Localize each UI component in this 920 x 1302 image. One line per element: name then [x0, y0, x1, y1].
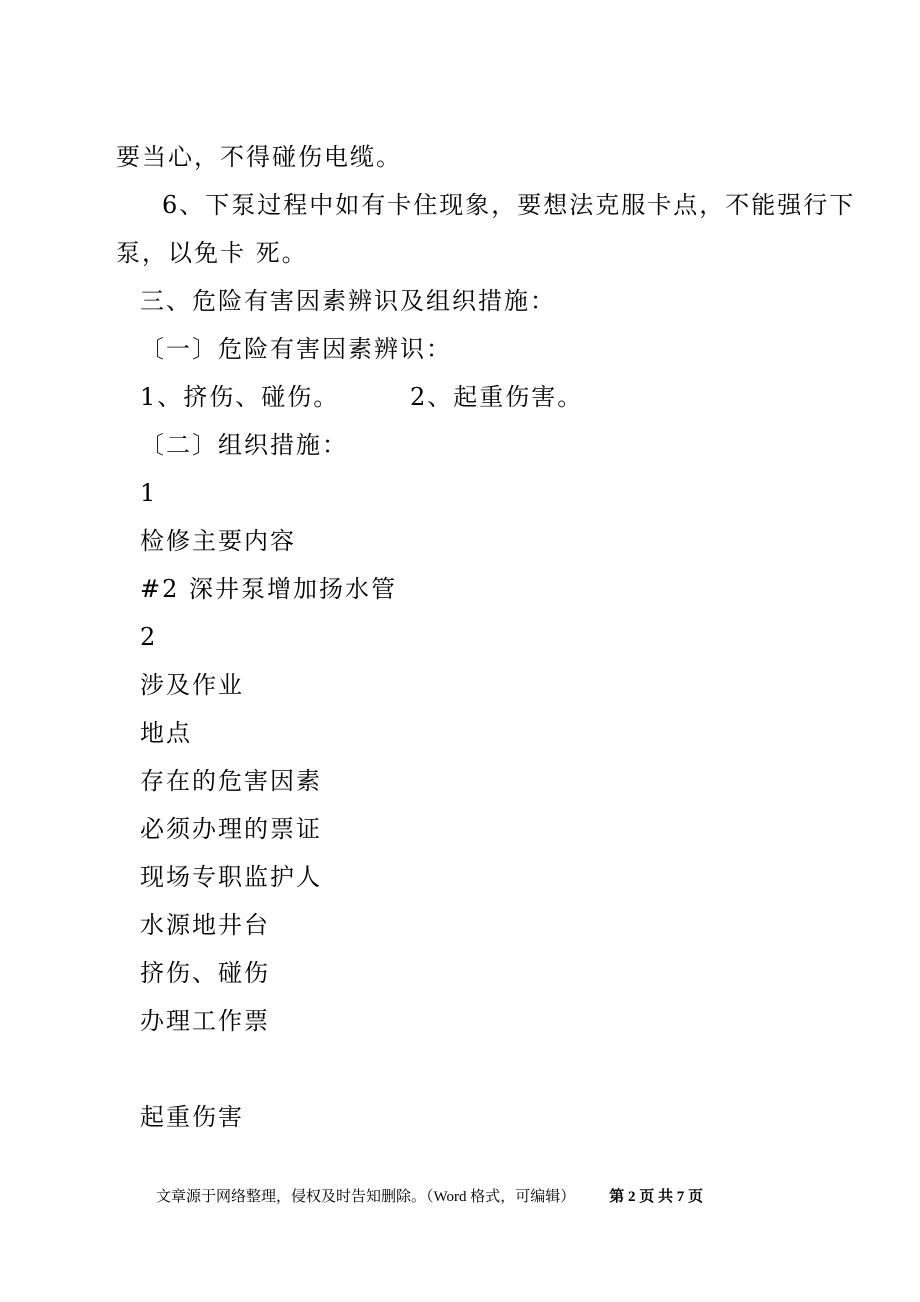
text-line: 检修主要内容 — [140, 527, 296, 555]
text-line: 要当心，不得碰伤电缆。 — [116, 143, 402, 171]
text-line: 地点 — [140, 719, 192, 747]
subsection-heading: 〔一〕危险有害因素辨识： — [140, 335, 452, 363]
footer-note: 文章源于网络整理，侵权及时告知删除。（Word 格式，可编辑） — [156, 1189, 576, 1205]
hazard-item: 1、挤伤、碰伤。 — [140, 383, 340, 411]
subsection-heading: 〔二〕组织措施： — [140, 431, 348, 459]
page-number: 第 2 页 共 7 页 — [609, 1189, 703, 1205]
section-heading: 三、危险有害因素辨识及组织措施： — [140, 287, 556, 315]
text-line: #2 深井泵增加扬水管 — [140, 575, 398, 603]
page-footer — [156, 1186, 703, 1208]
text-line: 涉及作业 — [140, 671, 244, 699]
text-line: 水源地井台 — [140, 911, 270, 939]
text-line: 挤伤、碰伤 — [140, 959, 270, 987]
text-line: 必须办理的票证 — [140, 815, 322, 843]
hazard-item: 2、起重伤害。 — [410, 383, 584, 411]
text-line: 6、下泵过程中如有卡住现象，要想法克服卡点，不能强行下 — [162, 191, 856, 219]
text-line: 泵，以免卡 死。 — [116, 239, 308, 267]
text-line: 现场专职监护人 — [140, 863, 322, 891]
text-line: 2 — [140, 623, 158, 651]
text-line: 办理工作票 — [140, 1007, 270, 1035]
text-line: 起重伤害 — [140, 1103, 244, 1131]
text-line: 1 — [140, 479, 158, 507]
text-line: 存在的危害因素 — [140, 767, 322, 795]
